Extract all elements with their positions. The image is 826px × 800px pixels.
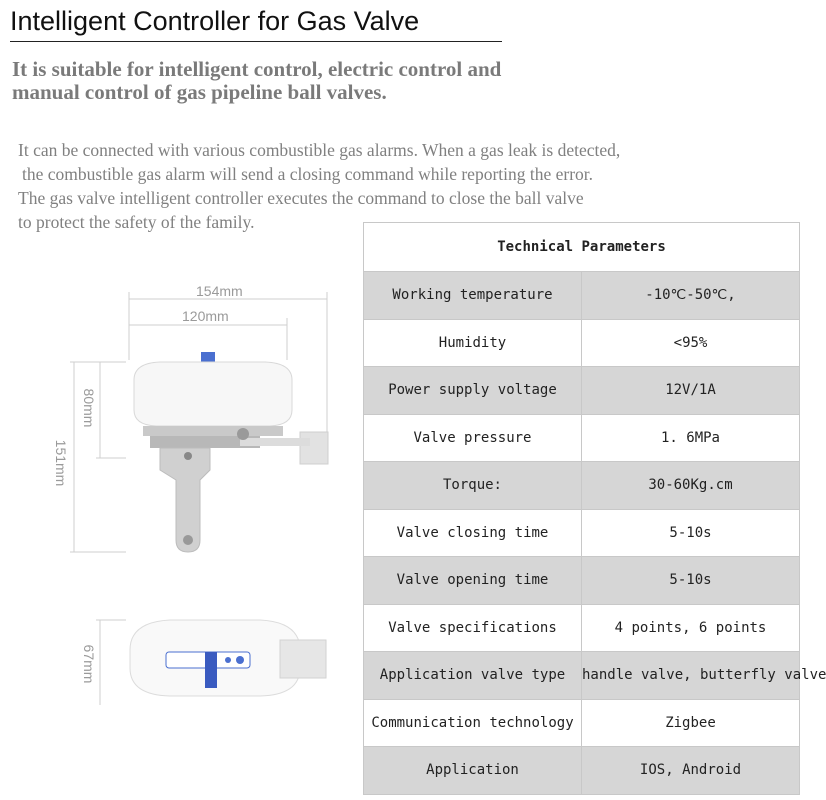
page-title: Intelligent Controller for Gas Valve (10, 6, 502, 42)
table-row (364, 557, 800, 605)
dimension-height-body: 80mm (81, 388, 97, 428)
device-side-view (134, 352, 328, 552)
description-line-3: The gas valve intelligent controller executes the command to close the ball valve (18, 188, 584, 208)
description-line-2: the combustible gas alarm will send a closing command while reporting the error. (22, 164, 594, 184)
product-drawing (40, 280, 360, 700)
table-row (364, 747, 800, 795)
subtitle-line-2: manual control of gas pipeline ball valves. (12, 80, 387, 104)
table-row (364, 462, 800, 510)
description-line-4: to protect the safety of the family. (18, 212, 255, 232)
param-label: Communication technology (364, 699, 582, 747)
table-row (364, 414, 800, 462)
param-value: 4 points, 6 points (582, 604, 800, 652)
table-header: Technical Parameters (364, 223, 800, 272)
table-row (364, 319, 800, 367)
dimension-height-total: 151mm (53, 439, 69, 487)
param-value: 5-10s (582, 509, 800, 557)
param-value: handle valve, butterfly valve (582, 652, 800, 700)
subtitle (12, 58, 712, 104)
dimension-depth: 67mm (81, 644, 97, 684)
table-row (364, 652, 800, 700)
param-label: Working temperature (364, 272, 582, 320)
table-header-row (364, 223, 800, 272)
param-value: Zigbee (582, 699, 800, 747)
table-row (364, 272, 800, 320)
subtitle-line-1: It is suitable for intelligent control, electric control and (12, 57, 502, 81)
param-value: <95% (582, 319, 800, 367)
param-value: -10℃-50℃, (582, 272, 800, 320)
param-label: Valve closing time (364, 509, 582, 557)
param-value: 30-60Kg.cm (582, 462, 800, 510)
param-value: IOS, Android (582, 747, 800, 795)
param-value: 12V/1A (582, 367, 800, 415)
param-label: Application valve type (364, 652, 582, 700)
param-value: 5-10s (582, 557, 800, 605)
technical-parameters-table (363, 222, 826, 795)
param-label: Humidity (364, 319, 582, 367)
param-label: Valve opening time (364, 557, 582, 605)
table-row (364, 509, 800, 557)
table-row (364, 367, 800, 415)
param-label: Torque: (364, 462, 582, 510)
param-value: 1. 6MPa (582, 414, 800, 462)
device-top-view (130, 620, 326, 696)
param-label: Valve specifications (364, 604, 582, 652)
param-label: Application (364, 747, 582, 795)
dimension-width-inner: 120mm (182, 308, 229, 324)
param-label: Power supply voltage (364, 367, 582, 415)
table-row (364, 604, 800, 652)
table-row (364, 699, 800, 747)
dimension-width-outer: 154mm (196, 283, 243, 299)
description-line-1: It can be connected with various combustible gas alarms. When a gas leak is detected, (18, 140, 621, 160)
param-label: Valve pressure (364, 414, 582, 462)
